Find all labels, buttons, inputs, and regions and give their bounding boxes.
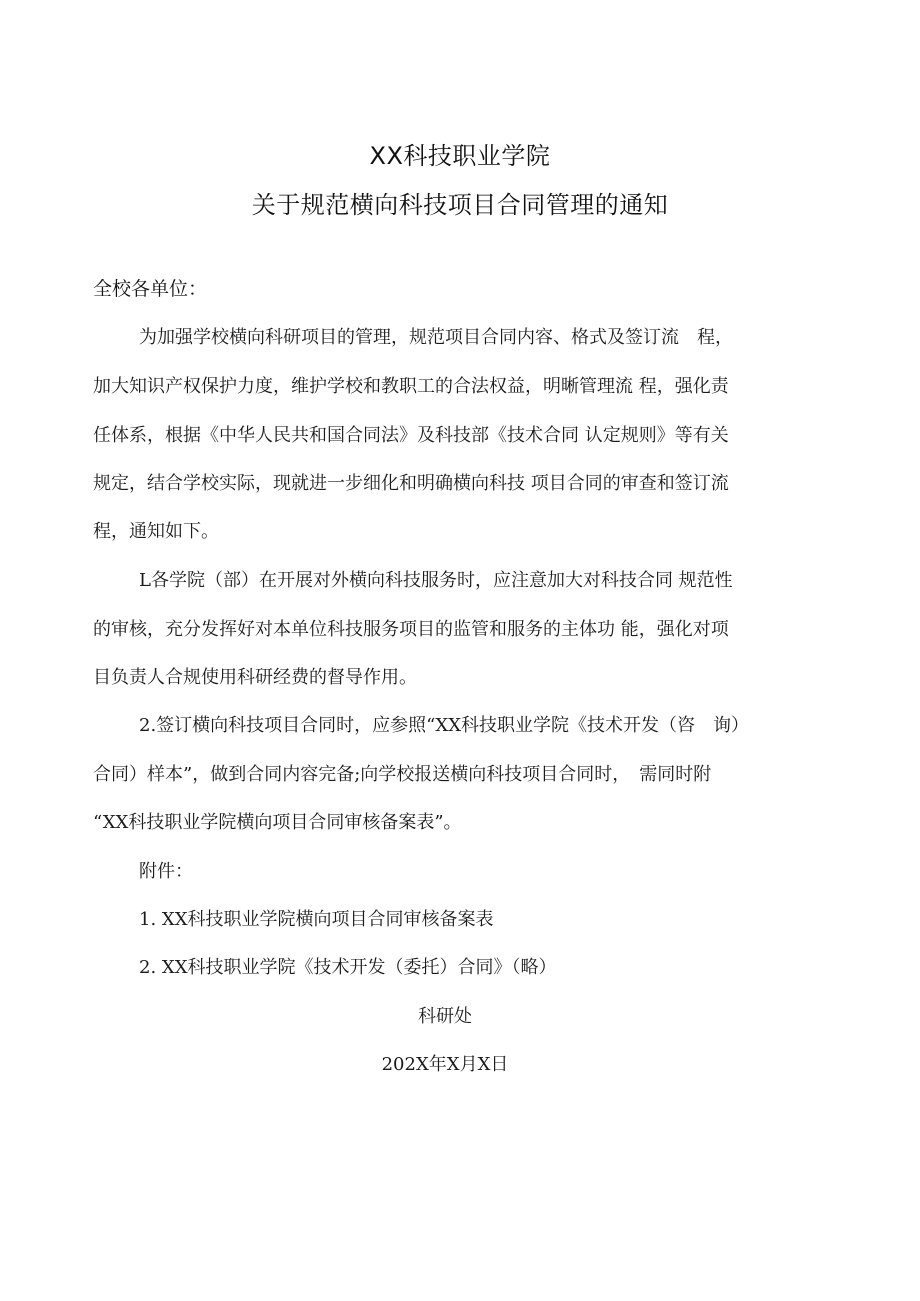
paragraph-2-line-2: 的审核，充分发挥好对本单位科技服务项目的监管和服务的主体功 能，强化对项: [93, 619, 729, 640]
paragraph-1-line-2: 加大知识产权保护力度，维护学校和教职工的合法权益，明晰管理流 程，强化责: [93, 376, 729, 397]
paragraph-2-line-1: L各学院（部）在开展对外横向科技服务时，应注意加大对科技合同 规范性: [139, 570, 733, 591]
paragraph-3-line-1: 2.签订横向科技项目合同时，应参照“XX科技职业学院《技术开发（咨 询）: [139, 715, 750, 736]
document-title-institution: XX科技职业学院: [369, 142, 551, 170]
salutation: 全校各单位：: [93, 278, 208, 300]
paragraph-1-line-4: 规定，结合学校实际，现就进一步细化和明确横向科技 项目合同的审查和签订流: [93, 473, 729, 494]
paragraph-2-line-3: 目负责人合规使用科研经费的督导作用。: [93, 667, 417, 688]
paragraph-1-line-5: 程，通知如下。: [93, 521, 219, 542]
paragraph-3-line-3: “XX科技职业学院横向项目合同审核备案表”。: [93, 812, 462, 833]
attachment-item-2: 2. XX科技职业学院《技术开发（委托）合同》（略）: [139, 957, 557, 978]
attachment-item-1: 1. XX科技职业学院横向项目合同审核备案表: [139, 909, 494, 930]
paragraph-1-line-1: 为加强学校横向科研项目的管理，规范项目合同内容、格式及签订流 程，: [139, 327, 733, 348]
signature-department: 科研处: [418, 1006, 472, 1027]
signature-date: 202X年X月X日: [381, 1054, 509, 1075]
document-title-subject: 关于规范横向科技项目合同管理的通知: [251, 191, 669, 219]
paragraph-3-line-2: 合同）样本”，做到合同内容完备;向学校报送横向科技项目合同时， 需同时附: [93, 764, 712, 785]
paragraph-1-line-3: 任体系，根据《中华人民共和国合同法》及科技部《技术合同 认定规则》等有关: [93, 425, 729, 446]
attachments-label: 附件：: [139, 861, 193, 882]
